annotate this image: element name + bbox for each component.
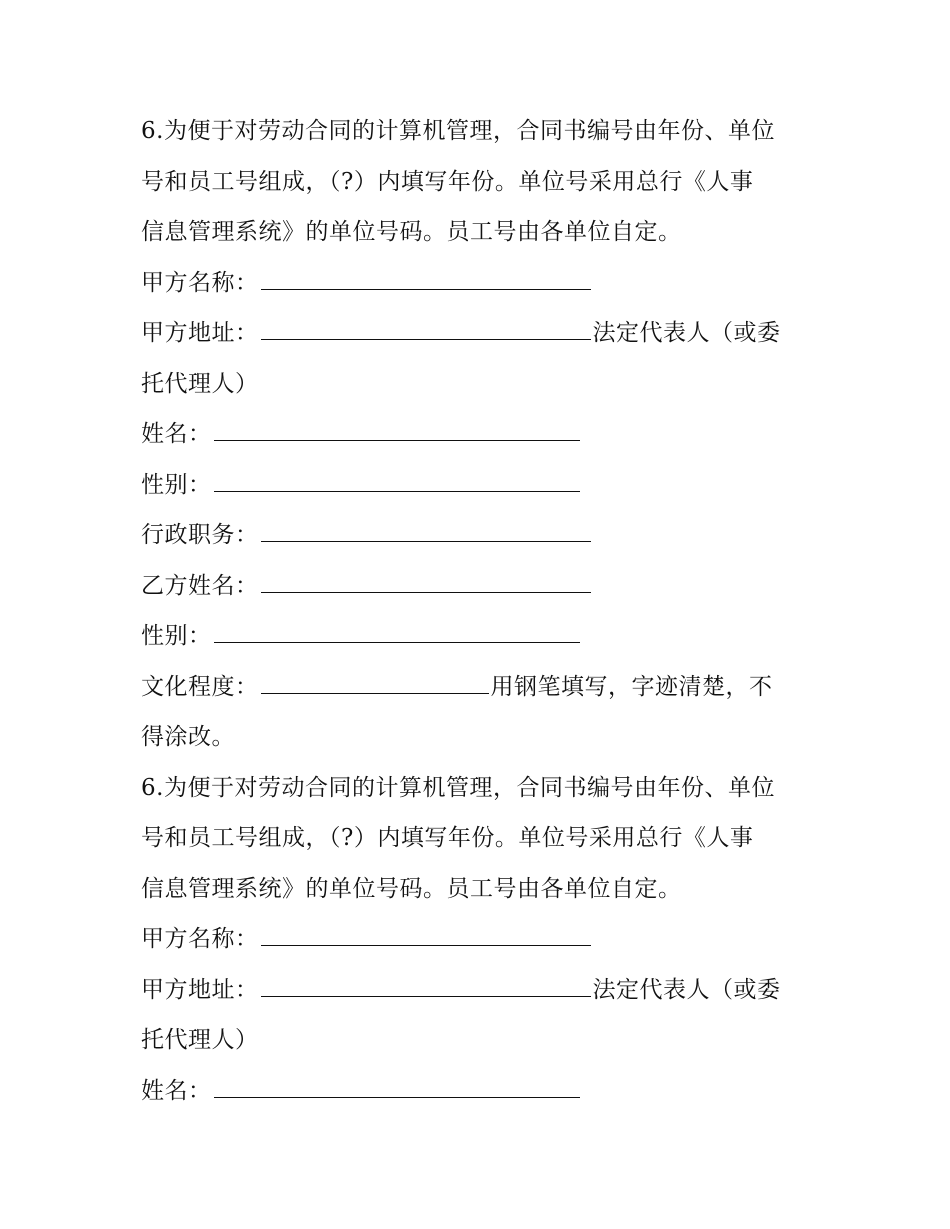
name-blank[interactable] bbox=[214, 1096, 580, 1098]
legal-rep-label-continued: 托代理人） bbox=[141, 370, 259, 397]
party-a-name-label: 甲方名称： bbox=[141, 926, 259, 952]
instruction-text: 用钢笔填写，字迹清楚，不 bbox=[490, 673, 773, 700]
name-row bbox=[141, 1066, 811, 1117]
party-a-address-blank[interactable] bbox=[261, 338, 591, 340]
party-a-address-label: 甲方地址： bbox=[141, 320, 259, 346]
position-label: 行政职务： bbox=[141, 522, 259, 548]
legal-rep-label: 法定代表人（或委 bbox=[592, 976, 781, 1003]
position-blank[interactable] bbox=[261, 540, 591, 542]
party-b-name-label: 乙方姓名： bbox=[141, 572, 259, 599]
party-b-name-row bbox=[141, 561, 811, 612]
name-row bbox=[141, 409, 811, 460]
party-a-name-row bbox=[141, 258, 811, 309]
gender-label: 性别： bbox=[141, 471, 212, 498]
note-line: 号和员工号组成，（?）内填写年份。单位号采用总行《人事 bbox=[141, 168, 754, 195]
party-a-name-blank[interactable] bbox=[261, 944, 591, 946]
education-row bbox=[141, 662, 811, 713]
party-a-address-row bbox=[141, 308, 811, 359]
party-b-name-blank[interactable] bbox=[261, 591, 591, 593]
name-label: 姓名： bbox=[141, 421, 212, 447]
party-a-name-blank[interactable] bbox=[261, 288, 591, 290]
note-line: 信息管理系统》的单位号码。员工号由各单位自定。 bbox=[141, 875, 682, 902]
gender-row bbox=[141, 460, 811, 511]
party-a-name-row bbox=[141, 914, 811, 965]
education-label: 文化程度： bbox=[141, 673, 259, 700]
gender-blank[interactable] bbox=[214, 490, 580, 492]
contract-form-content bbox=[141, 106, 811, 1116]
party-a-address-label: 甲方地址： bbox=[141, 976, 259, 1003]
party-a-name-label: 甲方名称： bbox=[141, 269, 259, 296]
legal-rep-label: 法定代表人（或委 bbox=[592, 320, 781, 346]
party-a-address-row bbox=[141, 965, 811, 1016]
instruction-text-continued: 得涂改。 bbox=[141, 724, 235, 750]
note-line: 号和员工号组成，（?）内填写年份。单位号采用总行《人事 bbox=[141, 825, 754, 851]
name-label: 姓名： bbox=[141, 1077, 212, 1104]
party-b-gender-blank[interactable] bbox=[214, 641, 580, 643]
note-line: 6.为便于对劳动合同的计算机管理，合同书编号由年份、单位 bbox=[141, 774, 775, 801]
legal-rep-label-continued: 托代理人） bbox=[141, 1027, 259, 1053]
party-b-gender-row bbox=[141, 611, 811, 662]
position-row bbox=[141, 510, 811, 561]
note-line: 信息管理系统》的单位号码。员工号由各单位自定。 bbox=[141, 219, 682, 245]
party-a-address-blank[interactable] bbox=[261, 995, 591, 997]
party-b-gender-label: 性别： bbox=[141, 623, 212, 649]
education-blank[interactable] bbox=[261, 692, 489, 694]
name-blank[interactable] bbox=[214, 439, 580, 441]
note-line: 6.为便于对劳动合同的计算机管理，合同书编号由年份、单位 bbox=[141, 118, 775, 144]
